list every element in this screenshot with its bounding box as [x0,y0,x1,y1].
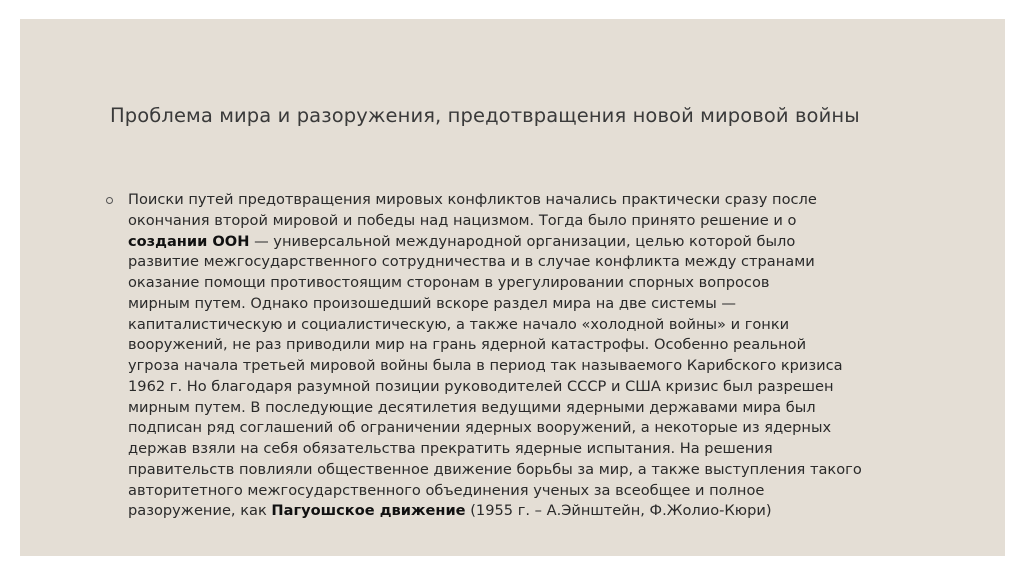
text-line: развитие межгосударственного сотрудничества и в случае конфликта между странами [128,253,815,271]
text-line: мирным путем. Однако произошедший вскоре раздел мира на две системы — [128,294,736,312]
text-line [128,232,950,253]
slide [20,19,1005,556]
text-line: капиталистическую и социалистическую, а также начало «холодной войны» и гонки [128,315,790,333]
un-creation-highlight: создании ООН [128,232,250,250]
circle-bullet-icon [106,197,113,204]
body-paragraph [110,190,950,522]
text-line: вооружений, не раз приводили мир на грань ядерной катастрофы. Особенно реальной [128,336,807,354]
text-segment: (1955 г. – А.Эйнштейн, Ф.Жолио-Кюри) [465,502,772,520]
text-line [128,501,950,522]
text-line: держав взяли на себя обязательства прекратить ядерные испытания. На решения [128,440,773,457]
text-line: 1962 г. Но благодаря разумной позиции руководителей СССР и США кризис был разрешен [128,377,834,395]
text-segment: разоружение, как [128,502,272,520]
slide-title: Проблема мира и разоружения, предотвращения новой мировой войны [110,104,860,127]
text-line: Поиски путей предотвращения мировых конфликтов начались практически сразу после [128,191,817,208]
slide-body [110,190,950,522]
text-line: угроза начала третьей мировой войны была в период так называемого Карибского кризиса [128,357,843,374]
pugwash-movement-highlight: Пагуошское движение [271,502,466,520]
text-segment: — универсальной международной организации, целью которой было [249,232,796,250]
text-line: авторитетного межгосударственного объединения ученых за всеобщее и полное [128,481,765,499]
text-line: подписан ряд соглашений об ограничении ядерных вооружений, а некоторые из ядерных [128,419,832,437]
text-line: мирным путем. В последующие десятилетия ведущими ядерными державами мира был [128,398,816,416]
text-line: оказание помощи противостоящим сторонам в урегулировании спорных вопросов [128,274,770,291]
text-line: окончания второй мировой и победы над нацизмом. Тогда было принято решение и о [128,211,797,229]
text-line: правительств повлияли общественное движение борьбы за мир, а также выступления такого [128,460,862,478]
